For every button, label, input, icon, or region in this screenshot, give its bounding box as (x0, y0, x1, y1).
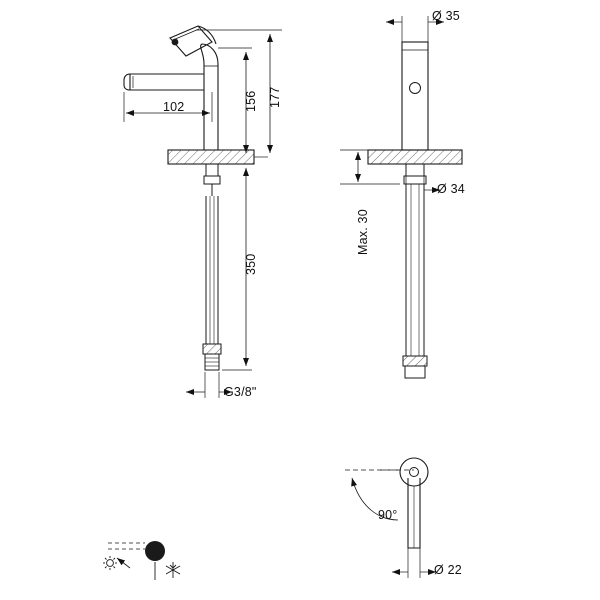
label-body-diameter-top: Ø 35 (432, 9, 460, 23)
label-spout-height: 156 (244, 90, 258, 112)
label-total-height: 177 (268, 86, 282, 108)
label-connection-thread: G3/8" (224, 385, 257, 399)
label-spout-projection: 102 (163, 100, 185, 114)
flexible-hoses (203, 196, 221, 370)
label-lever-diameter: Ø 22 (434, 563, 462, 577)
side-view (340, 16, 462, 378)
deck-section (168, 150, 254, 164)
snowflake-icon (166, 562, 180, 578)
side-shank (404, 164, 426, 184)
sun-icon (103, 556, 117, 570)
label-base-diameter: Ø 34 (437, 182, 465, 196)
label-lever-swivel-angle: 90° (378, 508, 398, 522)
shank-and-fixing (204, 164, 220, 196)
dim-lever-diameter (392, 548, 436, 578)
temperature-symbol (103, 541, 180, 580)
side-body (402, 42, 428, 150)
side-hoses (403, 184, 427, 378)
spout (124, 74, 204, 90)
front-view (124, 26, 282, 398)
side-deck-section (368, 150, 462, 164)
label-max-deck-thickness: Max. 30 (356, 209, 370, 255)
dim-spout-height (218, 48, 268, 157)
lever-handle (170, 26, 216, 56)
mixer-body (201, 44, 218, 150)
label-hose-length: 350 (244, 253, 258, 275)
